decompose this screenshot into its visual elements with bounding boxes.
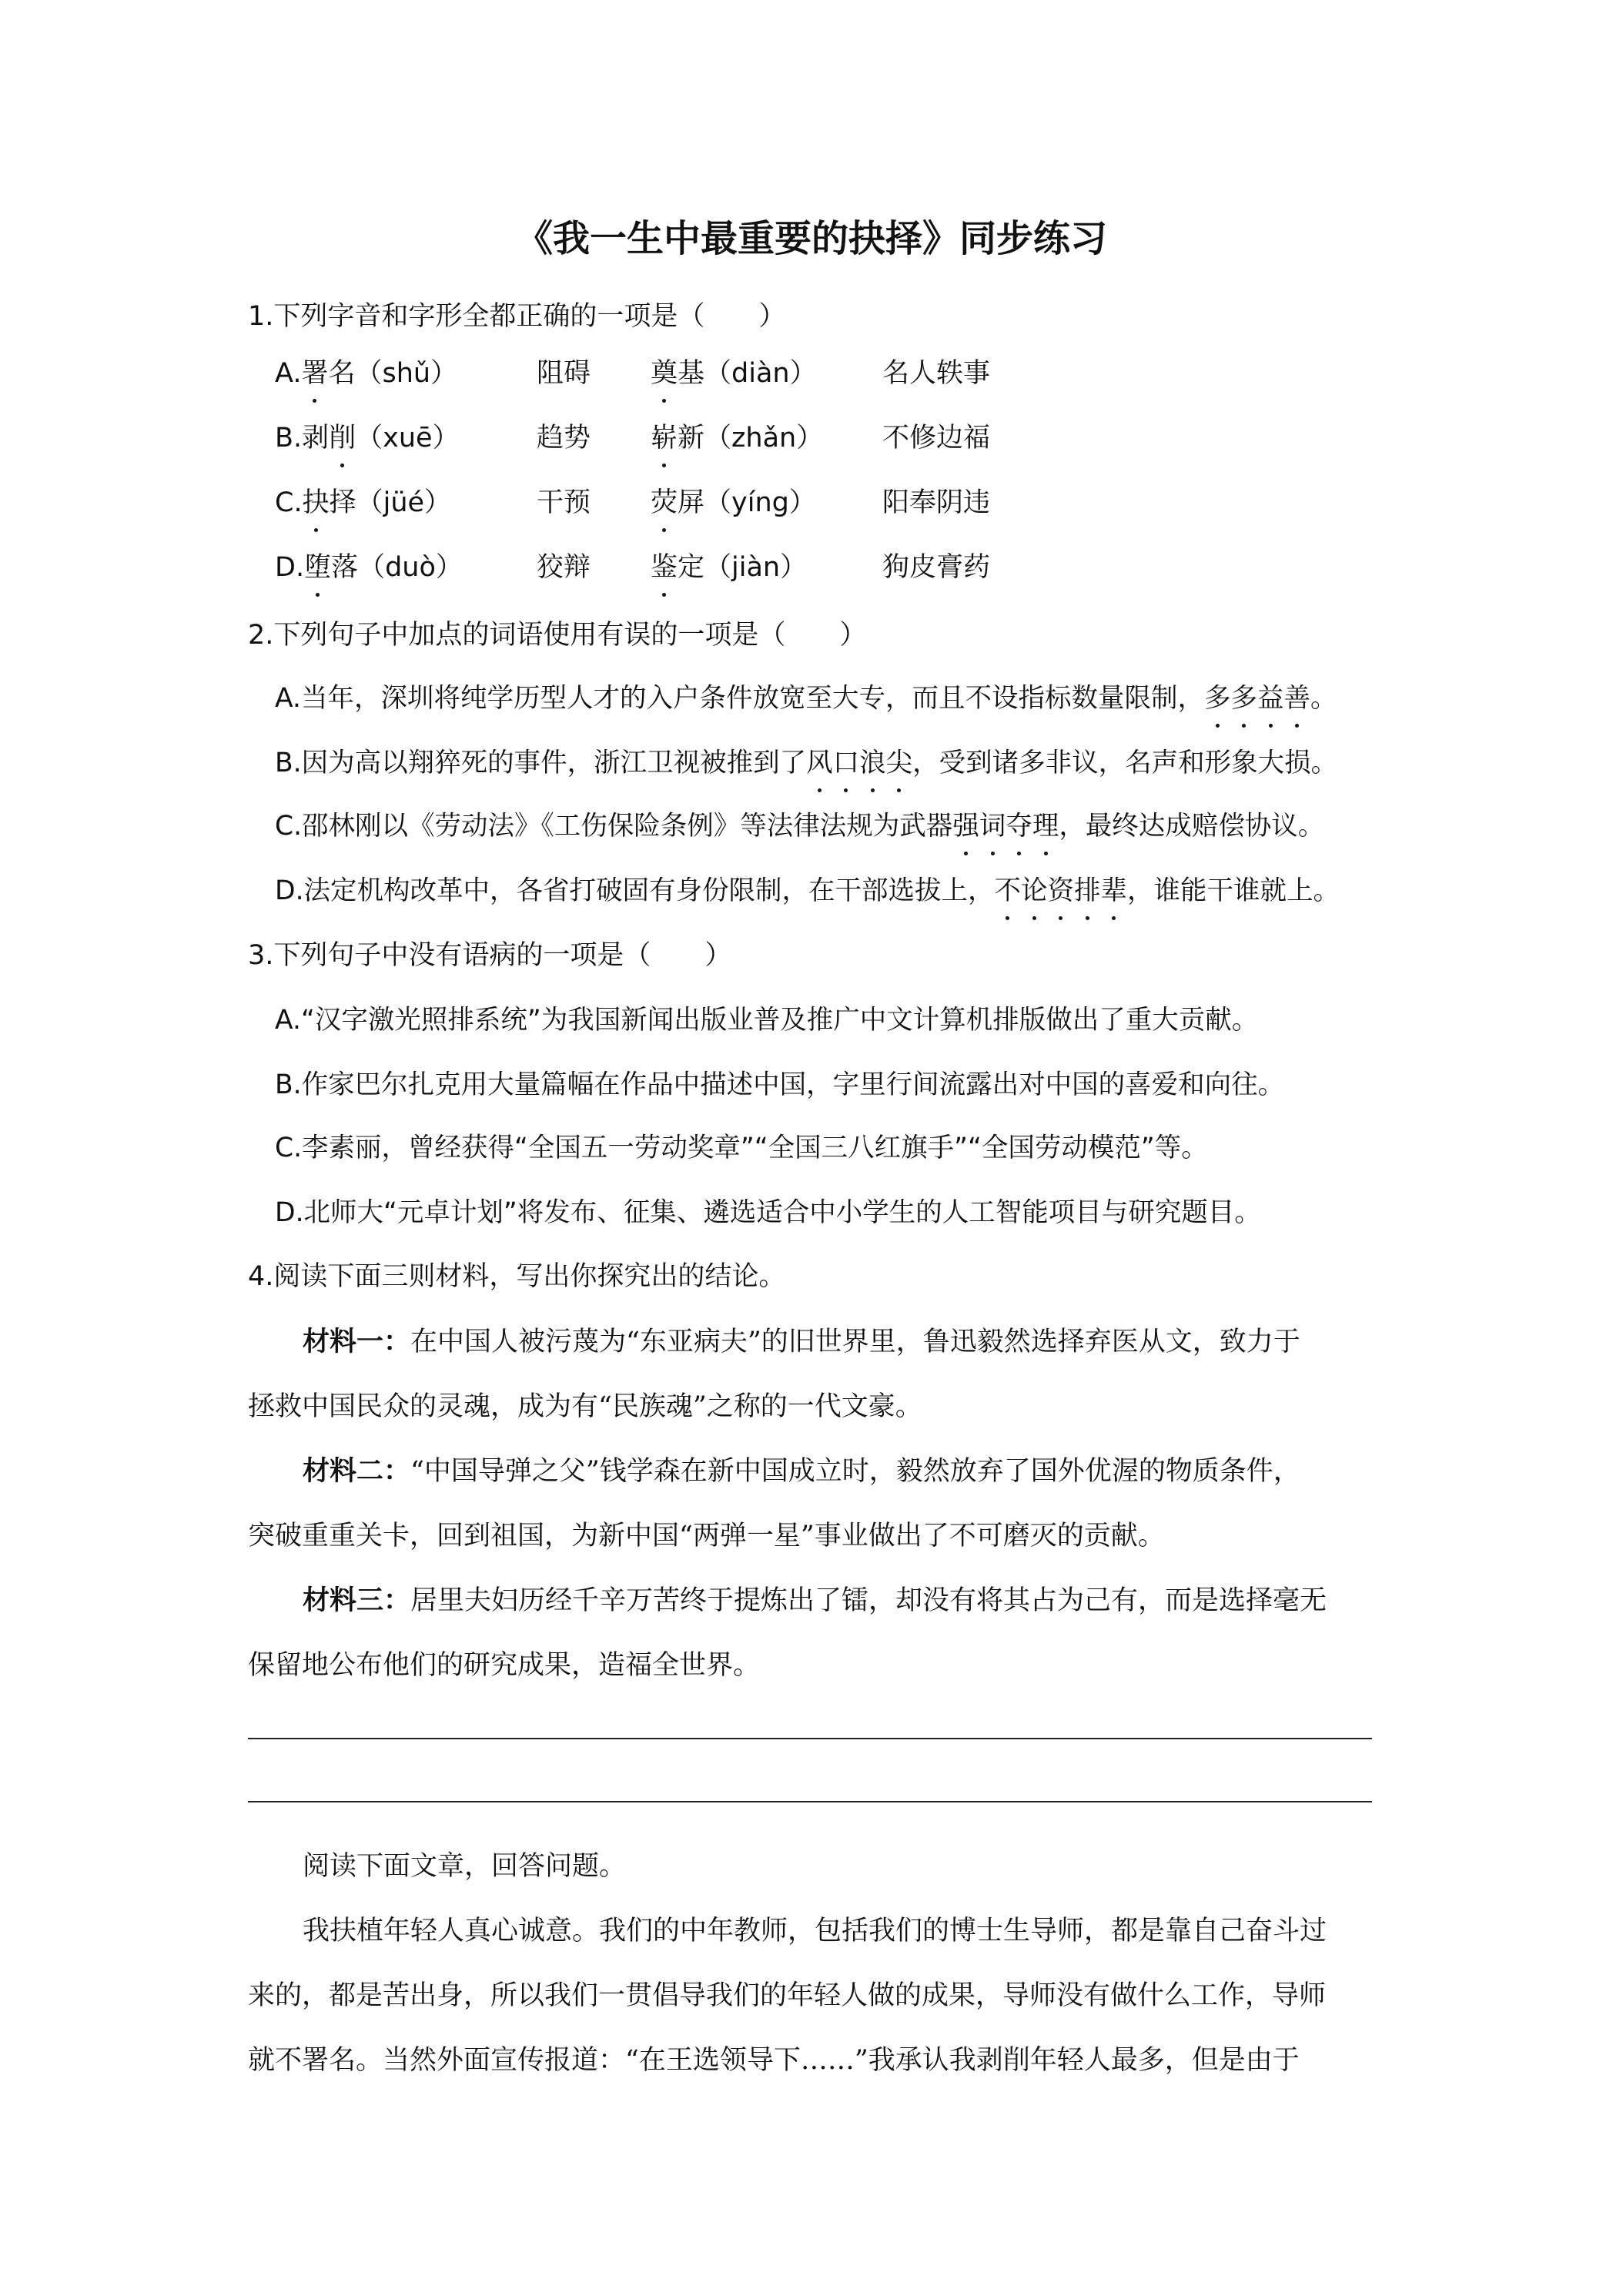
sentence-text: 。 [1310, 683, 1337, 714]
dotted-char: 浪 [859, 740, 886, 786]
dotted-char: 多 [1230, 675, 1257, 721]
material-1-line-1 [303, 1319, 1300, 1365]
option-d-word3-dotted-char: 鉴 [651, 544, 678, 591]
dotted-char: 理 [1032, 803, 1059, 849]
option-a-word4: 名人轶事 [882, 358, 991, 389]
option-a-word1-pinyin: 名（shǔ） [328, 358, 458, 389]
option-d-word2: 狡辩 [537, 552, 591, 583]
option-c-word3-dotted-char: 荧 [651, 480, 678, 526]
option-d-word3 [651, 544, 807, 591]
option-c-word1 [275, 480, 451, 526]
dotted-char: 强 [952, 803, 979, 849]
option-a-word1-dotted-char: 署 [301, 350, 328, 397]
material-2-line-2: 突破重重关卡，回到祖国，为新中国“两弹一星”事业做出了不可磨灭的贡献。 [248, 1521, 1165, 1551]
option-c-word4: 阳奉阴违 [882, 487, 991, 518]
sentence-text: ，受到诸多非议，名声和形象大损。 [912, 748, 1338, 778]
question-3-option-b: B.作家巴尔扎克用大量篇幅在作品中描述中国，字里行间流露出对中国的喜爱和向往。 [275, 1069, 1285, 1100]
material-text: “中国导弹之父”钱学森在新中国成立时，毅然放弃了国外优渥的物质条件， [410, 1456, 1300, 1487]
option-b-word1 [275, 415, 460, 461]
option-d-word1-prefix: D. [275, 552, 305, 583]
option-b-word3-dotted-char: 崭 [651, 415, 678, 461]
material-3-line-2: 保留地公布他们的研究成果，造福全世界。 [248, 1650, 761, 1681]
option-a-word3-dotted-char: 奠 [651, 350, 678, 397]
option-d-word4: 狗皮膏药 [882, 552, 991, 583]
option-b-word4: 不修边福 [882, 423, 991, 454]
material-label: 材料一： [303, 1326, 411, 1357]
material-1-line-2: 拯救中国民众的灵魂，成为有“民族魂”之称的一代文豪。 [248, 1391, 922, 1422]
option-d-word3-pinyin: 定（jiàn） [678, 552, 808, 583]
option-c-word2: 干预 [537, 487, 591, 518]
dotted-char: 辈 [1101, 868, 1128, 914]
sentence-text: A.当年，深圳将纯学历型人才的入户条件放宽至大专，而且不设指标数量限制， [275, 683, 1204, 714]
option-b-word3 [651, 415, 823, 461]
material-text: 在中国人被污蔑为“东亚病夫”的旧世界里，鲁迅毅然选择弃医从文，致力于 [410, 1327, 1300, 1357]
material-text: 居里夫妇历经千辛万苦终于提炼出了镭，却没有将其占为己有，而是选择毫无 [410, 1585, 1327, 1616]
option-d-word1 [275, 544, 463, 591]
reading-line-2: 来的，都是苦出身，所以我们一贯倡导我们的年轻人做的成果，导师没有做什么工作，导师 [248, 1980, 1327, 2011]
option-b-word1-prefix: B.剥 [275, 423, 330, 454]
answer-line-1[interactable] [248, 1738, 1372, 1739]
option-b-word2: 趋势 [537, 423, 591, 454]
question-2-option-c [275, 803, 1324, 849]
option-d-word1-pinyin: 落（duò） [331, 552, 463, 583]
sentence-text: ，最终达成赔偿协议。 [1059, 811, 1325, 842]
question-2-option-a [275, 675, 1337, 721]
dotted-char: 益 [1257, 675, 1284, 721]
answer-line-2[interactable] [248, 1801, 1372, 1802]
question-3-stem: 3.下列句子中没有语病的一项是（ ） [248, 940, 732, 971]
question-2-option-d [275, 868, 1340, 914]
option-c-word1-dotted-char: 抉 [303, 480, 330, 526]
question-3-option-c: C.李素丽，曾经获得“全国五一劳动奖章”“全国三八红旗手”“全国劳动模范”等。 [275, 1133, 1208, 1163]
material-label: 材料三： [303, 1585, 411, 1616]
material-label: 材料二： [303, 1455, 411, 1487]
option-a-word3 [651, 350, 817, 397]
option-a-word2: 阻碍 [537, 358, 591, 389]
option-b-word1-dotted-char: 削 [329, 415, 356, 461]
question-3-option-a: A.“汉字激光照排系统”为我国新闻出版业普及推广中文计算机排版做出了重大贡献。 [275, 1005, 1259, 1036]
option-c-word1-pinyin: 择（jüé） [329, 487, 452, 518]
sentence-text: C.邵林刚以《劳动法》《工伤保险条例》等法律法规为武器 [275, 811, 953, 842]
option-c-word3-pinyin: 屏（yíng） [678, 487, 816, 518]
page-title: 《我一生中最重要的抉择》同步练习 [515, 217, 1107, 260]
dotted-char: 夺 [1006, 803, 1032, 849]
option-b-word1-pinyin: （xuē） [356, 423, 460, 454]
reading-line-3: 就不署名。当然外面宣传报道：“在王选领导下……”我承认我剥削年轻人最多，但是由于 [248, 2045, 1300, 2076]
reading-line-1: 我扶植年轻人真心诚意。我们的中年教师，包括我们的博士生导师，都是靠自己奋斗过 [303, 1916, 1327, 1946]
reading-intro: 阅读下面文章，回答问题。 [303, 1851, 627, 1882]
dotted-char: 善 [1283, 675, 1310, 721]
question-4-stem: 4.阅读下面三则材料，写出你探究出的结论。 [248, 1261, 786, 1292]
sentence-text: D.法定机构改革中，各省打破固有身份限制，在干部选拔上， [275, 875, 995, 906]
sentence-text: B.因为高以翔猝死的事件，浙江卫视被推到了 [275, 748, 807, 778]
question-1-stem: 1.下列字音和字形全都正确的一项是（ ） [248, 301, 786, 332]
option-c-word3 [651, 480, 816, 526]
option-d-word1-dotted-char: 堕 [304, 544, 331, 591]
option-a-word3-pinyin: 基（diàn） [678, 358, 817, 389]
material-2-line-1 [303, 1448, 1300, 1494]
dotted-char: 口 [833, 740, 860, 786]
material-3-line-1 [303, 1578, 1327, 1624]
question-2-stem: 2.下列句子中加点的词语使用有误的一项是（ ） [248, 620, 867, 651]
sentence-text: ，谁能干谁就上。 [1127, 875, 1340, 906]
question-3-option-d: D.北师大“元卓计划”将发布、征集、遴选适合中小学生的人工智能项目与研究题目。 [275, 1197, 1261, 1228]
option-c-word1-prefix: C. [275, 487, 303, 518]
option-a-word1-prefix: A. [275, 358, 302, 389]
dotted-char: 多 [1204, 675, 1231, 721]
option-a-word1 [275, 350, 457, 397]
dotted-char: 词 [979, 803, 1006, 849]
dotted-char: 排 [1074, 868, 1101, 914]
dotted-char: 资 [1048, 868, 1075, 914]
dotted-char: 不 [995, 868, 1022, 914]
dotted-char: 论 [1021, 868, 1048, 914]
dotted-char: 风 [806, 740, 833, 786]
dotted-char: 尖 [886, 740, 913, 786]
question-2-option-b [275, 740, 1337, 786]
option-b-word3-pinyin: 新（zhǎn） [678, 423, 824, 454]
